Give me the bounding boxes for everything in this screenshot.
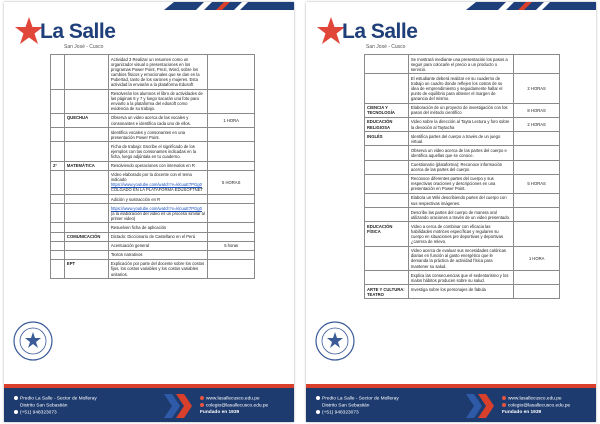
activity-cell: Adición y sustracción en R	[108, 195, 208, 204]
activity-cell: Elabora un Wiki describiendo partes del cuerpo con sus respectivas imágenes.	[408, 193, 513, 207]
activity-text: (a la elaboración del video es un proceso similar al primer video)	[110, 210, 205, 221]
area-cell: ARTE Y CULTURA: TEATRO	[365, 285, 409, 299]
table-row	[365, 208, 560, 222]
table-row	[365, 193, 560, 207]
table-row	[365, 146, 560, 160]
hours-cell: 1 HORA	[208, 113, 255, 127]
activity-cell: Dictado: Diccionario de Castellano en el Perú	[108, 232, 208, 241]
activity-cell: Observa un video acerca de las vocales y consonantes e identifica cada uno de ellos.	[108, 113, 208, 127]
schedule-table-2	[364, 54, 560, 299]
footer-email[interactable]: colegio@lasallecusco.edu.pe	[206, 403, 269, 409]
schedule-table-1	[50, 54, 255, 279]
activity-cell: Explicación por parte del docente sobre los costos fijos, los costos variables y los costos variables unitarios.	[108, 259, 208, 278]
school-seal-icon	[314, 320, 356, 362]
table-row	[51, 259, 255, 278]
activity-text: COLGADO EN LA PLATAFORMA EDUSOFTNET	[110, 187, 204, 193]
footer-district: Distrito San Sebastián	[20, 403, 68, 409]
table-row	[365, 246, 560, 270]
activity-cell: Investiga sobre los personajes de fabula	[408, 285, 513, 299]
area-cell: CIENCIA Y TECNOLOGÍA	[365, 103, 409, 117]
footer-chevrons	[164, 394, 194, 418]
footer-founded: Fundado en 1939	[502, 409, 542, 415]
footer-contact	[316, 396, 399, 416]
table-row	[365, 103, 560, 117]
activity-cell: Reconoce diferentes partes del cuerpo y sus respectivas oraciones y descripciones en una presentación en Power Point.	[408, 174, 513, 193]
activity-cell: Explica las consecuencias que el sedentarismo y los malos hábitos producen sobre su salud.	[408, 271, 513, 285]
table-row	[51, 241, 255, 250]
area-cell: EDUCACIÓN RELIGIOSA	[365, 117, 409, 131]
area-cell: COMUNICACIÓN	[64, 232, 108, 241]
page-footer	[306, 388, 596, 422]
table-row	[51, 113, 255, 127]
footer-email[interactable]: colegio@lasallecusco.edu.pe	[508, 403, 571, 409]
table-row	[51, 250, 255, 259]
brand-subtitle: San José - Cusco	[366, 44, 406, 50]
footer-web	[502, 396, 570, 416]
school-seal-icon	[12, 320, 54, 362]
table-row	[365, 74, 560, 103]
area-cell: INGLÉS	[365, 132, 409, 146]
phone-icon	[316, 410, 320, 414]
footer-website[interactable]: www.lasallecusco.edu.pe	[508, 396, 562, 402]
table-row	[51, 89, 255, 113]
la-salle-logo	[14, 20, 124, 54]
footer-phone: (+51) 948323073	[322, 409, 359, 415]
footer-chevrons	[466, 394, 496, 418]
activity-cell: Video a cerca de combinar con eficacia las habilidades motrices específicas y regulares su cuerpo en situaciones pre deportivas y deportivas ¿carrera de relevo.	[408, 222, 513, 246]
page-footer	[4, 388, 294, 422]
area-cell: MATEMÁTICA	[64, 161, 108, 170]
table-row	[365, 285, 560, 299]
footer-website[interactable]: www.lasallecusco.edu.pe	[206, 396, 260, 402]
activity-cell: Observa un video acerca de las partes del cuerpo e identifica aquellas que se conoce.	[408, 146, 513, 160]
hours-cell: 2 HORAS	[514, 74, 560, 103]
activity-cell: Cuestionario (plataforma): Reconoce información acerca de las partes del cuerpo	[408, 160, 513, 174]
table-row	[365, 117, 560, 131]
location-icon	[316, 396, 320, 400]
table-row	[51, 223, 255, 232]
table-row	[51, 161, 255, 170]
video-link[interactable]: https://www.youtube.com/watch?v=klcuuE7PGg0	[110, 205, 202, 211]
activity-cell: Se mostrará mediante una presentación los pasos a seguir para colocarle el precio a un producto o servicio.	[408, 55, 513, 74]
activity-cell: Resuelven ficha de aplicación	[108, 223, 208, 232]
footer-founded: Fundado en 1939	[200, 409, 240, 415]
grade-cell: 2°	[51, 161, 65, 170]
footer-address: Predio La Salle - Sector de Molleray	[20, 396, 97, 402]
header-stripes	[164, 2, 294, 10]
hours-cell: 2 HORAS	[514, 117, 560, 131]
table-row	[51, 232, 255, 241]
activity-text: Video elaborado por la docente con el tema indicado	[110, 172, 192, 183]
activity-cell: Acentuación general	[108, 241, 208, 250]
table-row	[51, 128, 255, 142]
document-page-2	[306, 2, 596, 422]
footer-web	[200, 396, 268, 416]
activity-cell	[108, 204, 208, 223]
activity-cell: Actividad 3 Realizar un resumen como un organizador visual o presentaciones en los programas Power Point, Prezi, Word, sobre los cambios físicos y emocionales que se dan en la Pubertad, tanto de los varones y mujeres. Esta actividad la enviarán a la plataforma Edusoft	[108, 55, 208, 90]
footer-address: Predio La Salle - Sector de Molleray	[322, 396, 399, 402]
mail-icon	[502, 403, 506, 407]
table-row	[51, 142, 255, 161]
activity-cell: Identifica partes del cuerpo a través de un juego virtual.	[408, 132, 513, 146]
blank-icon	[14, 403, 18, 407]
footer-contact	[14, 396, 97, 416]
table-row	[365, 174, 560, 193]
video-link[interactable]: https://www.youtube.com/watch?v=klcuuE7PGg0	[110, 182, 202, 188]
hours-cell: 8 HORAS	[514, 103, 560, 117]
globe-icon	[502, 396, 506, 400]
footer-phone: (+51) 948323073	[20, 409, 57, 415]
hours-cell: 5 HORAS	[514, 174, 560, 193]
brand-subtitle: San José - Cusco	[64, 44, 104, 50]
activity-cell: Identifica vocales y consonantes en una presentación Power Point.	[108, 128, 208, 142]
hours-cell: 5 horas	[208, 241, 255, 250]
activity-cell: Describe las partes del cuerpo de manera oral utilizando oraciones a través de un video presentado.	[408, 208, 513, 222]
la-salle-logo	[316, 20, 426, 54]
activity-cell: Resolverán los alumnos el libro de actividades de las páginas 6 y 7 y luego sacarán una foto para enviarlo a la plataforma del edusoft como evidencia de su trabajo.	[108, 89, 208, 113]
phone-icon	[14, 410, 18, 414]
hours-cell: 1 HORA	[514, 246, 560, 270]
brand-name: La Salle	[342, 20, 418, 43]
area-cell: EPT	[64, 259, 108, 278]
footer-stripe	[4, 384, 294, 388]
mail-icon	[200, 403, 204, 407]
area-cell: EDUCACIÓN FÍSICA	[365, 222, 409, 246]
activity-cell: Video acerca de evaluar sus necesidades calóricas diarias en función al gasto energético que le demanda la práctica de actividad física para mantener su salud.	[408, 246, 513, 270]
brand-name: La Salle	[40, 20, 116, 43]
document-page-1	[4, 2, 294, 422]
hours-cell: 5 HORAS	[208, 170, 255, 194]
activity-cell: Video sobre la dirección al Tayta Lectura y foro sobre la devoción al Taytacha	[408, 117, 513, 131]
activity-cell	[108, 170, 208, 194]
table-row	[365, 132, 560, 146]
table-row	[365, 271, 560, 285]
activity-cell: Textos narrativos	[108, 250, 208, 259]
activity-cell: Ficha de trabajo: Escribe el significado de los ejemplos con las consonantes indicadas en la ficha, luego adjúntala en tu cuaderno.	[108, 142, 208, 161]
globe-icon	[200, 396, 204, 400]
table-row	[51, 170, 255, 194]
blank-icon	[316, 403, 320, 407]
table-row	[365, 55, 560, 74]
table-row	[51, 204, 255, 223]
table-row	[51, 195, 255, 204]
header-stripes	[466, 2, 596, 10]
table-row	[365, 160, 560, 174]
area-cell: QUECHUA	[64, 113, 108, 127]
footer-stripe	[306, 384, 596, 388]
activity-cell: Resolviendo operaciones con intervalos en R	[108, 161, 208, 170]
table-row	[51, 55, 255, 90]
table-row	[365, 222, 560, 246]
location-icon	[14, 396, 18, 400]
activity-cell: Elaboración de un proyecto de investigación con los pasos del método científico	[408, 103, 513, 117]
activity-cell: El estudiante deberá realizar en su cuaderno de trabajo un cuadro donde reflejen los costos de su idea de emprendimiento y seguidamente hallar el punto de equilibrio para obtener el margen de ganancia del mismo.	[408, 74, 513, 103]
footer-district: Distrito San Sebastián	[322, 403, 370, 409]
